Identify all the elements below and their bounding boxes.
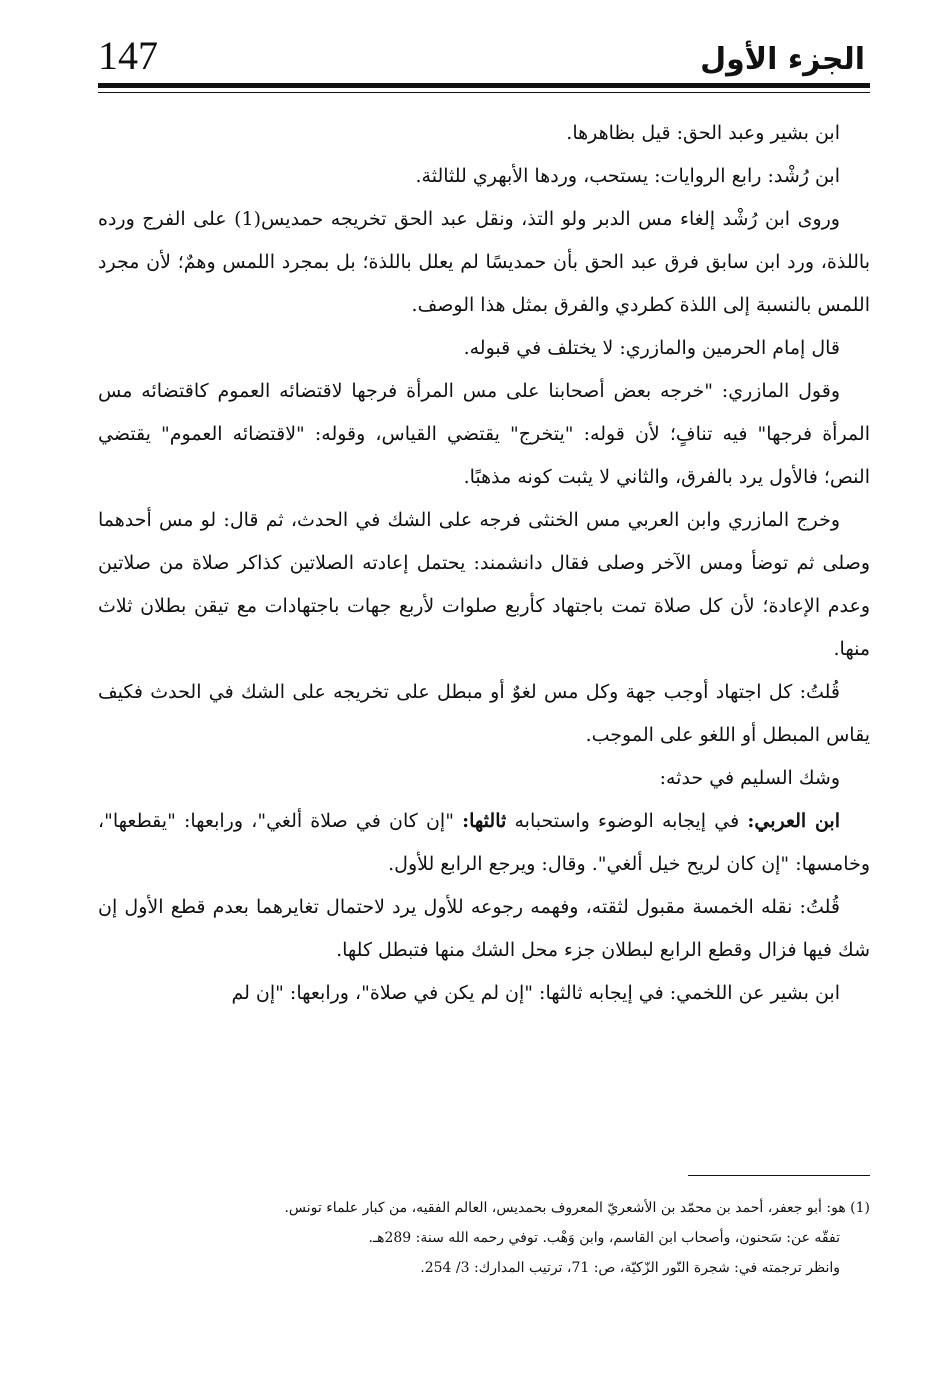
footnote-separator [688, 1175, 870, 1176]
footnote-1-line-3: وانظر ترجمته في: شجرة النّور الزّكيّة، ص: 71، ترتيب المدارك: 3/ 254. [420, 1260, 840, 1276]
running-header-title: الجزء الأول [700, 42, 865, 77]
paragraph-6: وخرج المازري وابن العربي مس الخنثى فرجه على الشك في الحدث، ثم قال: لو مس أحدهما وصلى ثم توضأ ومس الآخر وصلى فقال دانشمند: يحتمل إعادته الصلاتين كذاكر صلاة من صلاتين وعدم الإعادة؛ لأن كل صلاة تمت باجتهاد كأربع صلوات لأربع جهات باجتهادات مع تيقن بطلان ثلاث منها. [98, 509, 870, 660]
main-text [98, 112, 870, 1015]
page-number: 147 [98, 33, 158, 78]
paragraph-11: ابن بشير عن اللخمي: في إيجابه ثالثها: "إن لم يكن في صلاة"، ورابعها: "إن لم [231, 982, 840, 1004]
paragraph-2: ابن رُشْد: رابع الروايات: يستحب، وردها الأبهري للثالثة. [415, 165, 840, 187]
paragraph-1: ابن بشير وعبد الحق: قيل بظاهرها. [566, 122, 840, 144]
header-rule-thick [98, 83, 870, 88]
paragraph-4: قال إمام الحرمين والمازري: لا يختلف في قبوله. [463, 337, 840, 359]
paragraph-9-mid: في إيجابه الوضوء واستحبابه [506, 810, 748, 832]
paragraph-9 [98, 800, 870, 886]
header-rule-thin [98, 92, 870, 93]
third-label: ثالثها: [462, 810, 507, 832]
paragraph-3: وروى ابن رُشْد إلغاء مس الدبر ولو التذ، ونقل عبد الحق تخريجه حمديس(1) على الفرج ورده باللذة، ورد ابن سابق فرق عبد الحق بأن حمديسًا لم يعلل باللذة؛ بل بمجرد اللمس وهمٌ؛ لأن مجرد اللمس بالنسبة إلى اللذة كطردي والفرق بمثل هذا الوصف. [98, 208, 870, 316]
paragraph-9-rest: "إن كان في صلاة ألغي"، ورابعها: "يقطعها"، وخامسها: "إن كان لريح خيل ألغي". وقال: ويرجع الرابع للأول. [98, 810, 870, 875]
footnote-1-line-2: تفقّه عن: سَحنون، وأصحاب ابن القاسم، وابن وَهْب. توفي رحمه الله سنة: 289هـ. [368, 1230, 840, 1246]
paragraph-7: قُلتُ: كل اجتهاد أوجب جهة وكل مس لغوٌ أو مبطل على تخريجه على الشك في الحدث فكيف يقاس المبطل أو اللغو على الموجب. [98, 681, 870, 746]
footnotes [98, 1193, 870, 1283]
footnote-1-line-1: (1) هو: أبو جعفر، أحمد بن محمّد بن الأشعريّ المعروف بحمديس، العالم الفقيه، من كبار علماء تونس. [284, 1200, 870, 1216]
speaker-label: ابن العربي: [747, 810, 840, 832]
paragraph-10: قُلتُ: نقله الخمسة مقبول لثقته، وفهمه رجوعه للأول يرد لاحتمال تغايرهما بعدم قطع الأول إن شك فيها فزال وقطع الرابع لبطلان جزء محل الشك منها فتبطل كلها. [98, 896, 870, 961]
paragraph-5: وقول المازري: "خرجه بعض أصحابنا على مس المرأة فرجها لاقتضائه العموم كاقتضائه مس المرأة فرجها" فيه تنافٍ؛ لأن قوله: "يتخرج" يقتضي القياس، وقوله: "لاقتضائه العموم" يقتضي النص؛ فالأول يرد بالفرق، والثاني لا يثبت كونه مذهبًا. [98, 380, 870, 488]
paragraph-8: وشك السليم في حدثه: [659, 767, 840, 789]
